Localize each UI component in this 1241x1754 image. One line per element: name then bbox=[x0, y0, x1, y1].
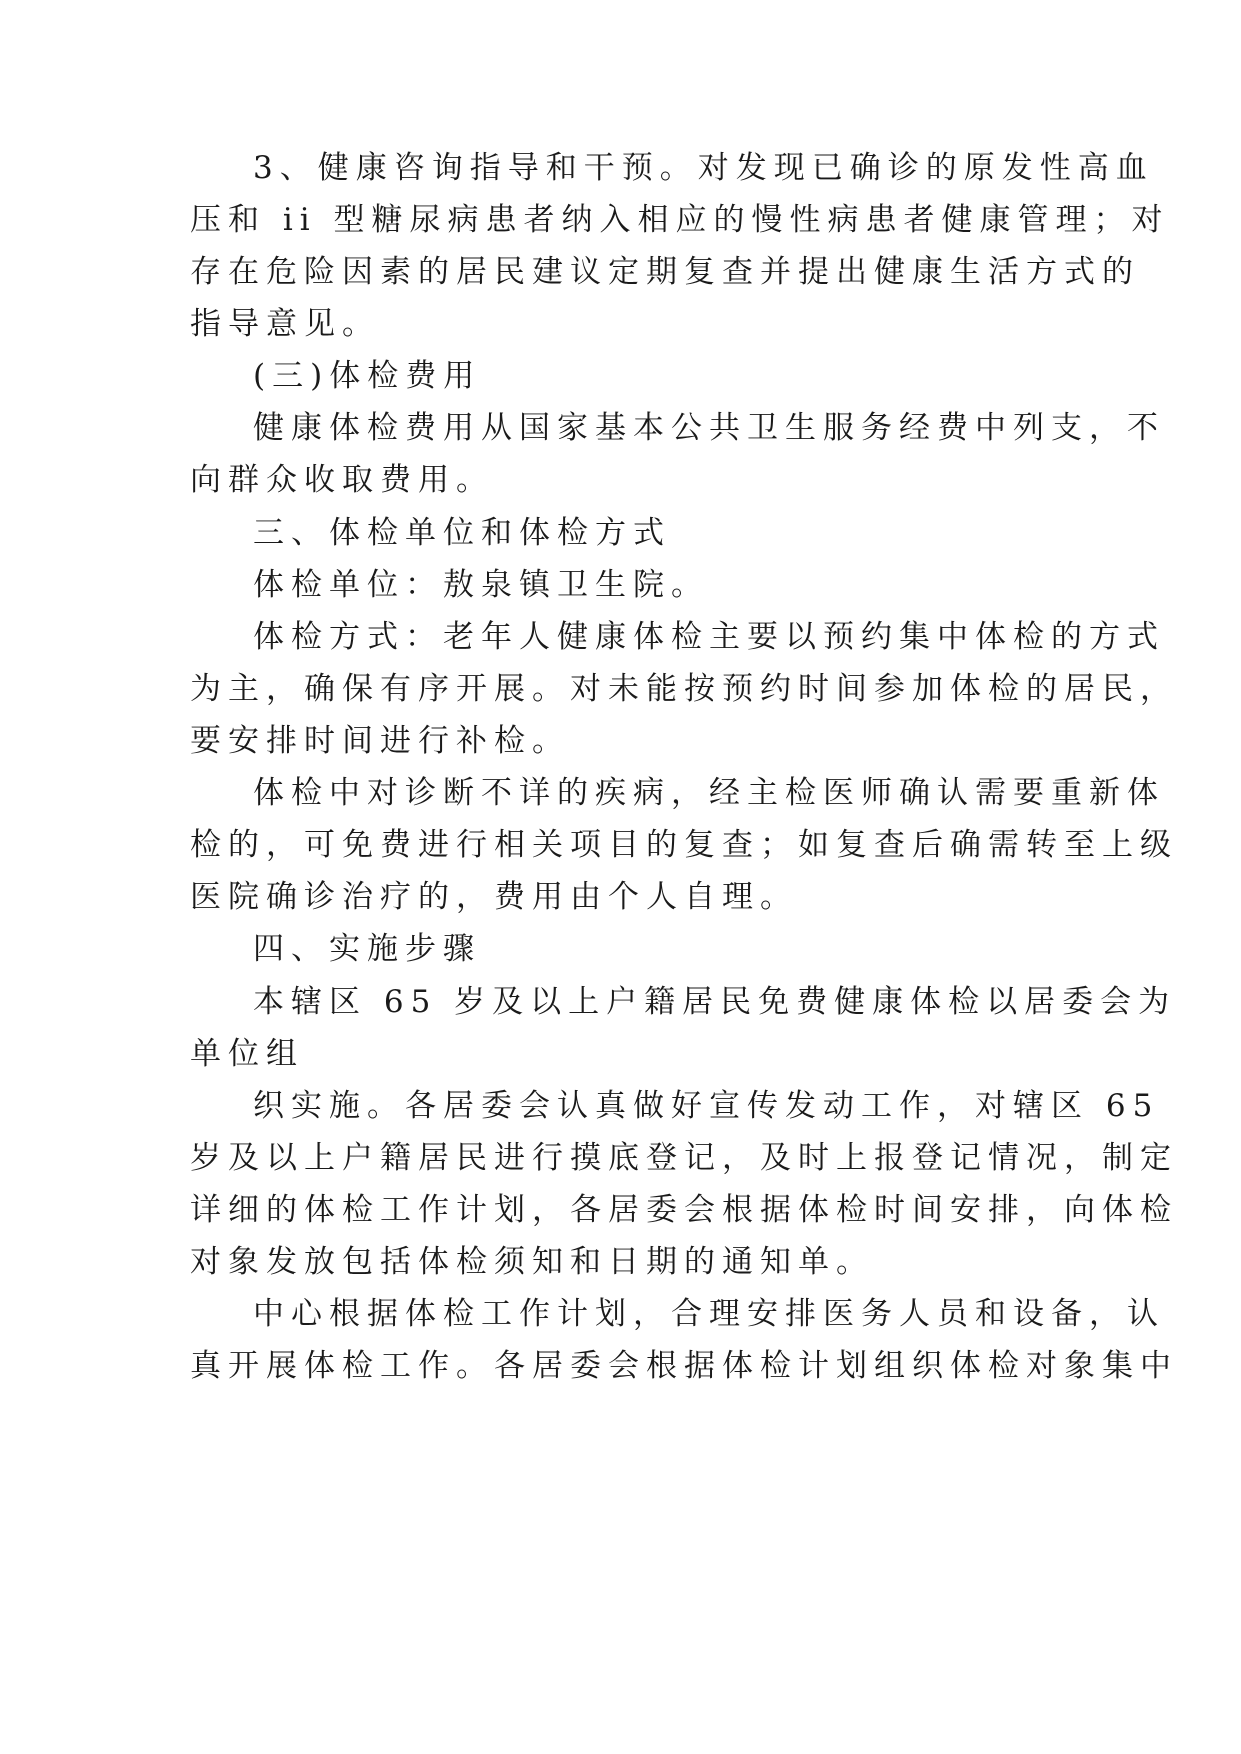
text-line: 3、健康咨询指导和干预。对发现已确诊的原发性高血 bbox=[253, 150, 1154, 186]
text-line: 医院确诊治疗的，费用由个人自理。 bbox=[190, 879, 798, 915]
section-heading: 三、体检单位和体检方式 bbox=[253, 515, 671, 551]
text-line: 体检中对诊断不详的疾病，经主检医师确认需要重新体 bbox=[253, 775, 1165, 811]
text-line: 单位组 bbox=[190, 1036, 304, 1072]
text-line: 健康体检费用从国家基本公共卫生服务经费中列支，不 bbox=[253, 410, 1165, 446]
text-line: 存在危险因素的居民建议定期复查并提出健康生活方式的 bbox=[190, 254, 1140, 290]
text-line: 检的，可免费进行相关项目的复查；如复查后确需转至上级 bbox=[190, 827, 1178, 863]
text-line: 真开展体检工作。各居委会根据体检计划组织体检对象集中 bbox=[190, 1348, 1178, 1384]
text-line: 向群众收取费用。 bbox=[190, 462, 494, 498]
text-line: 体检单位：敖泉镇卫生院。 bbox=[253, 567, 709, 603]
text-line: 织实施。各居委会认真做好宣传发动工作，对辖区 65 bbox=[253, 1088, 1160, 1124]
text-line: 中心根据体检工作计划，合理安排医务人员和设备，认 bbox=[253, 1296, 1165, 1332]
text-line: 指导意见。 bbox=[190, 306, 380, 342]
text-line: 要安排时间进行补检。 bbox=[190, 723, 570, 759]
text-line: 本辖区 65 岁及以上户籍居民免费健康体检以居委会为 bbox=[253, 984, 1177, 1020]
text-line: 详细的体检工作计划，各居委会根据体检时间安排，向体检 bbox=[190, 1192, 1178, 1228]
text-line: 为主，确保有序开展。对未能按预约时间参加体检的居民， bbox=[190, 671, 1178, 707]
section-heading: (三)体检费用 bbox=[253, 358, 482, 394]
section-heading: 四、实施步骤 bbox=[253, 931, 481, 967]
text-line: 体检方式：老年人健康体检主要以预约集中体检的方式 bbox=[253, 619, 1165, 655]
text-line: 压和 ii 型糖尿病患者纳入相应的慢性病患者健康管理；对 bbox=[190, 202, 1170, 238]
text-line: 岁及以上户籍居民进行摸底登记，及时上报登记情况，制定 bbox=[190, 1140, 1178, 1176]
text-line: 对象发放包括体检须知和日期的通知单。 bbox=[190, 1244, 874, 1280]
